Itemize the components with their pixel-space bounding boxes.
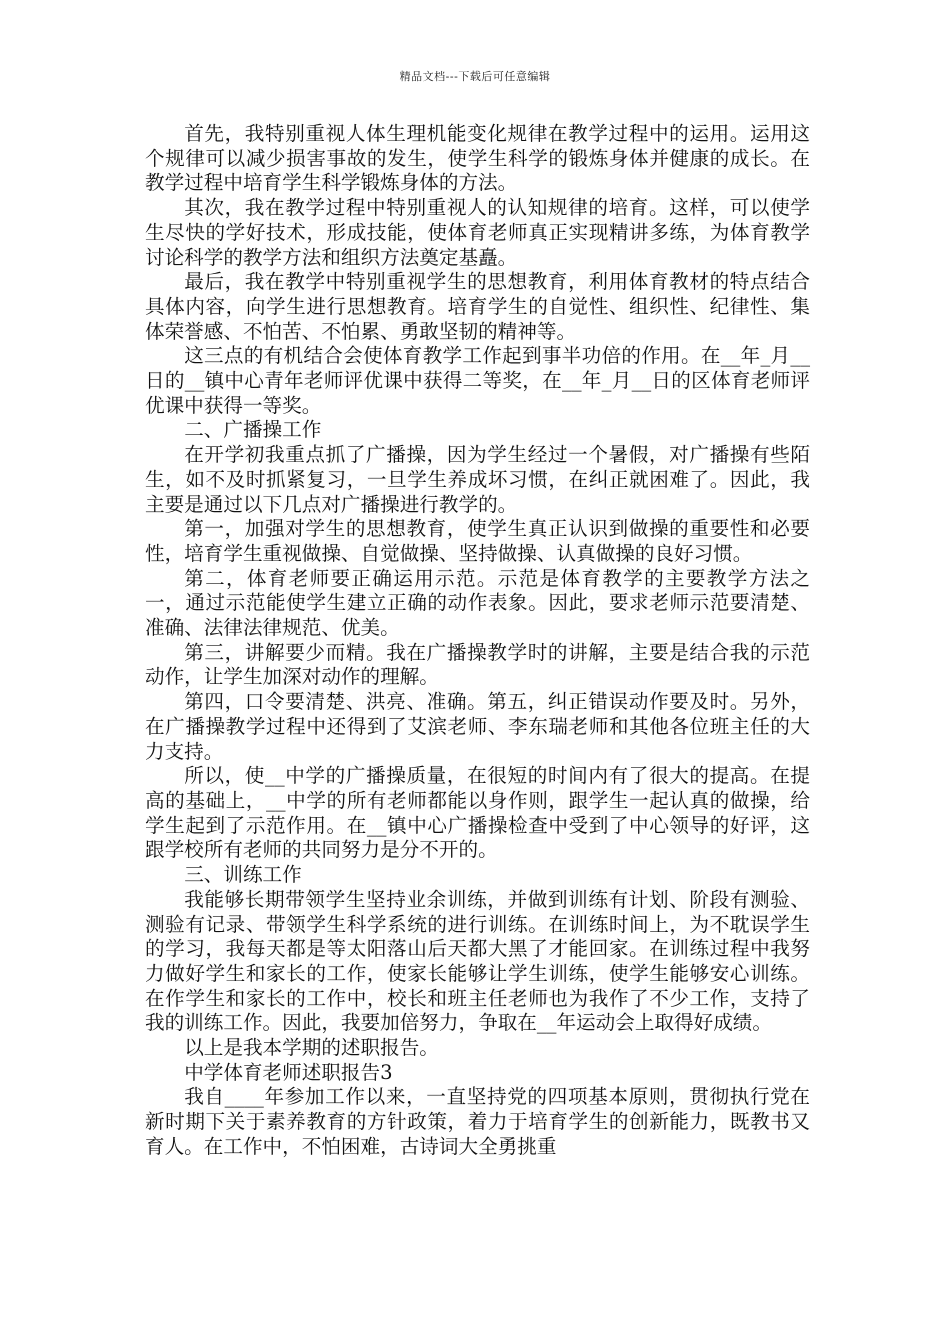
paragraph: 所以，使__中学的广播操质量，在很短的时间内有了很大的提高。在提高的基础上，__中学的所有老师都能以身作则，跟学生一起认真的做操，给学生起到了示范作用。在__镇中心广播操检查中受到了中心领导的好评，这跟学校所有老师的共同努力是分不开的。: [145, 764, 810, 862]
paragraph: 这三点的有机结合会使体育教学工作起到事半功倍的作用。在__年_月__日的__镇中心青年老师评优课中获得二等奖，在__年_月__日的区体育老师评优课中获得一等奖。: [145, 344, 810, 417]
document-body: [145, 122, 810, 1160]
page-header: 精品文档---下载后可任意编辑: [399, 70, 551, 83]
paragraph: 第一，加强对学生的思想教育，使学生真正认识到做操的重要性和必要性，培育学生重视做操、自觉做操、坚持做操、认真做操的良好习惯。: [145, 517, 810, 565]
paragraph: 第四，口令要清楚、洪亮、准确。第五，纠正错误动作要及时。另外，在广播操教学过程中还得到了艾滨老师、李东瑞老师和其他各位班主任的大力支持。: [145, 690, 810, 763]
paragraph: 第二，体育老师要正确运用示范。示范是体育教学的主要教学方法之一，通过示范能使学生建立正确的动作表象。因此，要求老师示范要清楚、准确、法律法律规范、优美。: [145, 566, 810, 640]
paragraph: 我能够长期带领学生坚持业余训练，并做到训练有计划、阶段有测验、测验有记录、带领学生科学系统的进行训练。在训练时间上，为不耽误学生的学习，我每天都是等太阳落山后天都大黑了才能回家。在训练过程中我努力做好学生和家长的工作，使家长能够让学生训练，使学生能够安心训练。在作学生和家长的工作中，校长和班主任老师也为我作了不少工作，支持了我的训练工作。因此，我要加倍努力，争取在__年运动会上取得好成绩。: [145, 887, 810, 1035]
section-heading: 二、广播操工作: [184, 418, 322, 442]
paragraph: 首先，我特别重视人体生理机能变化规律在教学过程中的运用。运用这个规律可以减少损害事故的发生，使学生科学的锻炼身体并健康的成长。在教学过程中培育学生科学锻炼身体的方法。: [145, 122, 810, 195]
paragraph: 最后，我在教学中特别重视学生的思想教育，利用体育教材的特点结合具体内容，向学生进行思想教育。培育学生的自觉性、组织性、纪律性、集体荣誉感、不怕苦、不怕累、勇敢坚韧的精神等。: [145, 270, 810, 343]
paragraph: 以上是我本学期的述职报告。: [184, 1036, 439, 1060]
paragraph: 在开学初我重点抓了广播操，因为学生经过一个暑假，对广播操有些陌生，如不及时抓紧复习，一旦学生养成坏习惯，在纠正就困难了。因此，我主要是通过以下几点对广播操进行教学的。: [145, 443, 810, 516]
report-title: 中学体育老师述职报告3: [184, 1060, 393, 1084]
section-heading: 三、训练工作: [184, 863, 302, 887]
paragraph: 第三，讲解要少而精。我在广播操教学时的讲解，主要是结合我的示范动作，让学生加深对动作的理解。: [145, 640, 810, 689]
paragraph: 我自____年参加工作以来，一直坚持党的四项基本原则，贯彻执行党在新时期下关于素养教育的方针政策，着力于培育学生的创新能力，既教书又育人。在工作中，不怕困难，古诗词大全勇挑重: [145, 1085, 810, 1158]
paragraph: 其次，我在教学过程中特别重视人的认知规律的培育。这样，可以使学生尽快的学好技术，形成技能，使体育老师真正实现精讲多练，为体育教学讨论科学的教学方法和组织方法奠定基矗。: [145, 196, 810, 269]
